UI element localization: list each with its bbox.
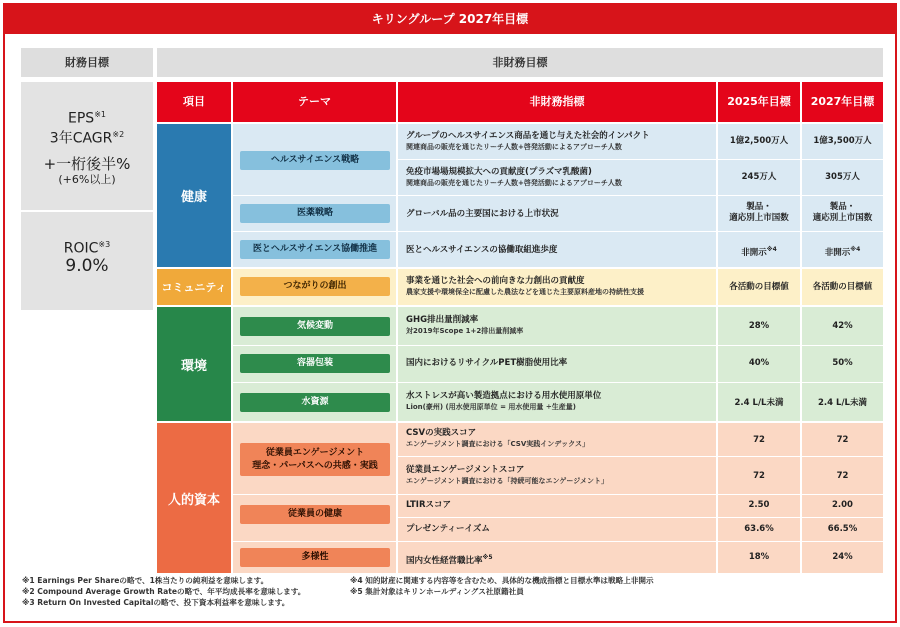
value-com-2027: 各活動の目標値 <box>812 282 873 292</box>
theme-engagement <box>240 443 390 476</box>
eps-label-line <box>21 106 153 128</box>
indicator-main: 免疫市場場規模拡大への貢献度(プラズマ乳酸菌) <box>406 167 592 177</box>
divider <box>233 195 883 196</box>
value-note: ※4 <box>766 246 777 253</box>
value-med-2025 <box>718 244 800 259</box>
cagr-label-line <box>21 126 153 148</box>
cagr-note: ※2 <box>112 130 125 139</box>
col-header-category: 項目 <box>157 82 231 122</box>
roic-box <box>21 212 153 310</box>
indicator-main: 従業員エンゲージメントスコア <box>406 465 525 475</box>
eps-value: +一桁後半% <box>43 155 131 173</box>
value-water-2027: 2.4 L/L未満 <box>818 398 867 408</box>
eps-box <box>21 82 153 210</box>
value-csv-2027: 72 <box>836 435 849 445</box>
col-header-indicator: 非財務指標 <box>398 82 716 122</box>
indicator-community <box>406 276 712 298</box>
indicator-hs2 <box>406 167 712 189</box>
theme-climate: 気候変動 <box>240 317 390 336</box>
theme-health-science: ヘルスサイエンス戦略 <box>240 151 390 170</box>
value-eng-2027: 72 <box>836 471 849 481</box>
divider <box>396 423 398 573</box>
page-title: キリングループ 2027年目標 <box>5 5 895 34</box>
indicator-hs1 <box>406 131 712 153</box>
indicator-pet: 国内におけるリサイクルPET樹脂使用比率 <box>406 358 568 368</box>
divider <box>398 456 883 457</box>
indicator-main: CSVの実践スコア <box>406 428 477 438</box>
indicator-main: 国内女性経営職比率 <box>406 555 483 566</box>
col-header-2027: 2027年目標 <box>802 82 883 122</box>
divider <box>398 159 883 160</box>
value-women-2027: 24% <box>832 552 853 562</box>
value-ltir-2027: 2.00 <box>832 500 853 510</box>
footnote-2: ※2 Compound Average Growth Rateの略で、年平均成長率を意味します。 <box>22 587 306 596</box>
value-water-2025: 2.4 L/L未満 <box>734 398 784 408</box>
theme-med-health: 医とヘルスサイエンス協働推進 <box>240 240 390 259</box>
value-note: ※4 <box>850 246 861 253</box>
divider <box>233 231 883 232</box>
value-line: 製品・ <box>746 202 772 212</box>
category-health: 健康 <box>157 124 231 267</box>
theme-pharma: 医薬戦略 <box>240 204 390 223</box>
value-med-2027 <box>802 244 883 259</box>
indicator-water <box>406 391 712 413</box>
category-community: コミュニティ <box>157 269 231 305</box>
indicator-main: 水ストレスが高い製造拠点における用水使用原単位 <box>406 391 602 401</box>
value-text: 非開示 <box>824 247 851 258</box>
eps-note: ※1 <box>94 110 106 119</box>
divider <box>233 541 883 542</box>
nonfinancial-header: 非財務目標 <box>157 48 883 77</box>
roic-label: ROIC <box>63 240 99 257</box>
value-pet-2027: 50% <box>832 358 853 368</box>
divider <box>396 124 398 267</box>
indicator-engagement <box>406 465 712 487</box>
value-line: 適応別上市国数 <box>729 213 789 223</box>
indicator-sub: 関連商品の販売を通じたリーチ人数+啓発活動によるアプローチ人数 <box>406 143 622 151</box>
divider <box>396 307 398 421</box>
value-text: 非開示 <box>741 247 767 258</box>
footnote-4: ※4 知的財産に関連する内容等を含むため、具体的な機成指標と目標水準は戦略上非開示 <box>350 576 654 585</box>
footnote-5: ※5 集計対象はキリンホールディングス社原籍社員 <box>350 587 524 596</box>
theme-wellbeing: 従業員の健康 <box>240 505 390 524</box>
indicator-sub: 農家支援や環境保全に配慮した農法などを通じた主要原料産地の持続性支援 <box>406 288 644 296</box>
indicator-ghg <box>406 315 712 337</box>
value-ltir-2025: 2.50 <box>748 500 770 510</box>
indicator-sub: エンゲージメント調査における「CSV実践インデックス」 <box>406 440 590 448</box>
value-pharma-2027 <box>802 202 883 224</box>
financial-header: 財務目標 <box>21 48 153 77</box>
theme-packaging: 容器包装 <box>240 354 390 373</box>
indicator-ltir: LTIRスコア <box>406 500 452 510</box>
value-ghg-2025: 28% <box>748 321 770 331</box>
divider <box>233 494 883 495</box>
divider <box>398 517 883 518</box>
value-hs2-2025: 245万人 <box>741 172 777 182</box>
theme-connection: つながりの創出 <box>240 277 390 296</box>
value-hs1-2027: 1億3,500万人 <box>813 136 872 146</box>
col-header-2025: 2025年目標 <box>718 82 800 122</box>
value-ghg-2027: 42% <box>832 321 853 331</box>
value-eng-2025: 72 <box>753 471 765 481</box>
value-hs2-2027: 305万人 <box>825 172 860 182</box>
indicator-csv <box>406 428 712 450</box>
value-women-2025: 18% <box>748 552 770 562</box>
eps-label: EPS <box>68 110 95 127</box>
indicator-main: GHG排出量削減率 <box>406 315 479 325</box>
indicator-main: 事業を通じた社会への前向きな力創出の貢献度 <box>406 276 585 286</box>
category-people: 人的資本 <box>157 423 231 573</box>
indicator-presenteeism: プレゼンティーイズム <box>406 524 490 534</box>
eps-value-sub: (+6%以上) <box>58 173 116 186</box>
footnote-1: ※1 Earnings Per Shareの略で、1株当たりの純利益を意味します。 <box>22 576 269 585</box>
goals-frame <box>3 3 897 623</box>
theme-line: 理念・パーパスへの共感・実践 <box>252 460 378 471</box>
indicator-sub: 関連商品の販売を通じたリーチ人数+啓発活動によるアプローチ人数 <box>406 179 622 187</box>
roic-value: 9.0% <box>65 256 109 276</box>
col-header-theme: テーマ <box>233 82 396 122</box>
footnote-3: ※3 Return On Invested Capitalの略で、投下資本利益率を意味します。 <box>22 598 290 607</box>
value-line: 製品・ <box>829 202 856 212</box>
value-pres-2027: 66.5% <box>827 524 858 534</box>
value-com-2025: 各活動の目標値 <box>729 282 789 292</box>
theme-diversity: 多様性 <box>240 548 390 567</box>
indicator-main: グループのヘルスサイエンス商品を通じ与えた社会的インパクト <box>406 131 650 141</box>
divider <box>233 345 883 346</box>
category-environment: 環境 <box>157 307 231 421</box>
value-hs1-2025: 1億2,500万人 <box>729 136 789 146</box>
theme-water: 水資源 <box>240 393 390 412</box>
divider <box>233 382 883 383</box>
theme-line: 従業員エンゲージメント <box>265 447 365 458</box>
divider <box>396 269 398 305</box>
value-csv-2025: 72 <box>753 435 765 445</box>
roic-label-line <box>21 236 153 258</box>
value-pres-2025: 63.6% <box>744 524 774 534</box>
cagr-label: 3年CAGR <box>49 130 113 147</box>
indicator-women <box>406 552 712 567</box>
indicator-pharma: グローバル品の主要国における上市状況 <box>406 209 559 219</box>
value-pet-2025: 40% <box>748 358 770 368</box>
value-pharma-2025 <box>718 202 800 224</box>
value-line: 適応別上市国数 <box>812 213 873 223</box>
indicator-med: 医とヘルスサイエンスの協働取組進歩度 <box>406 245 558 255</box>
indicator-sub: エンゲージメント調査における「持続可能なエンゲージメント」 <box>406 477 609 485</box>
roic-note: ※3 <box>98 240 111 249</box>
indicator-note: ※5 <box>482 554 493 561</box>
indicator-sub: 対2019年Scope 1+2排出量削減率 <box>406 327 524 335</box>
indicator-sub: Lion(豪州) (用水使用原単位 = 用水使用量 ÷生産量) <box>406 403 576 411</box>
